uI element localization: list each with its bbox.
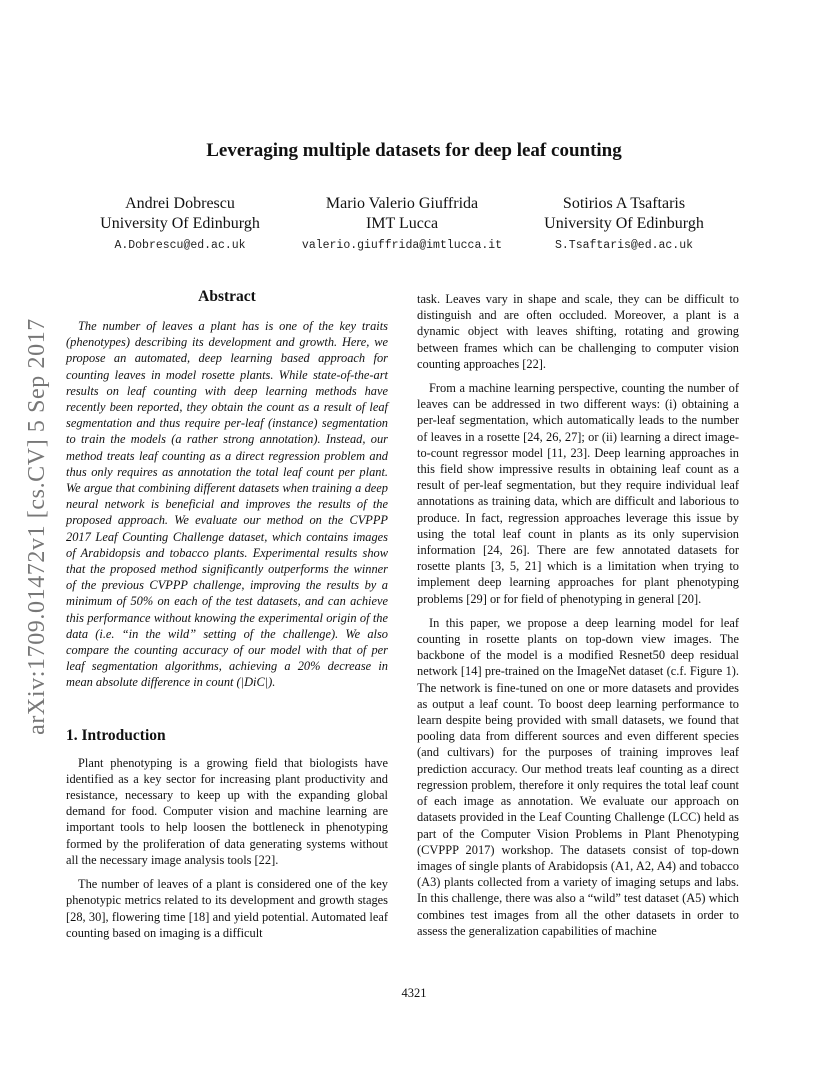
abstract-heading: Abstract xyxy=(198,288,256,305)
arxiv-stamp xyxy=(22,296,52,756)
author-email: valerio.giuffrida@imtlucca.it xyxy=(301,239,503,252)
author-block-2 xyxy=(272,194,532,252)
author-name: Andrei Dobrescu xyxy=(125,195,235,212)
author-name: Sotirios A Tsaftaris xyxy=(562,195,686,212)
author-name: Mario Valerio Giuffrida xyxy=(325,195,479,212)
arxiv-stamp-text: arXiv:1709.01472v1 [cs.CV] 5 Sep 2017 xyxy=(23,317,50,735)
paper-title: Leveraging multiple datasets for deep leaf counting xyxy=(206,140,622,161)
author-block-1 xyxy=(50,194,310,252)
body-paragraph: From a machine learning perspective, counting the number of leaves can be addressed in two different ways: (i) obtaining a per-leaf segmentation, which automatically leads to the number of leaves in a rosette [24, 26, 27]; or (ii) learning a direct image-to-count regressor model [11, 23]. Deep learning approaches in this field show impressive results in obtaining leaf count as a result of per-leaf segmentation, but they require individual leaf annotations as training data, which are difficult and laborious to produce. In fact, regression approaches leverage this issue by using the total leaf count in plants as its only supervision information [24, 26]. There are few annotated datasets for rosette plants [3, 5, 21] which is a limitation when trying to implement deep learning approaches for plant phenotyping problems [29] or for field of phenotyping in general [20]. xyxy=(417,381,739,606)
author-email: A.Dobrescu@ed.ac.uk xyxy=(114,239,246,252)
author-affiliation: IMT Lucca xyxy=(365,215,439,232)
right-column xyxy=(417,291,739,947)
left-column xyxy=(66,288,388,949)
body-paragraph: In this paper, we propose a deep learning model for leaf counting in rosette plants on top-down view images. The backbone of the model is a modified Resnet50 deep residual network [14] pre-trained on the ImageNet dataset (c.f. Figure 1). The network is fine-tuned on one or more datasets and provides as output a leaf count. To boost deep learning performance to learn despite being provided with small datasets, we found that pooling data from different sources and even different species (and cultivars) for the purposes of training improves leaf prediction accuracy. Our method treats leaf counting as a direct regression problem, therefore it only requires the total leaf count of each image as annotation. We evaluate our approach on datasets provided in the Leaf Counting Challenge (LCC) held as part of the Computer Vision Problems in Plant Phenotyping (CVPPP 2017) workshop. The datasets consist of top-down images of single plants of Arabidopsis (A1, A2, A4) and tobacco (A3) plants collected from a variety of imaging setups and labs. In this challenge, there was also a “wild” test dataset (A5) which combines test images from all the other datasets in order to assess the generalization capabilities of machine xyxy=(417,615,739,938)
body-paragraph: Plant phenotyping is a growing field that biologists have identified as a key sector for increasing plant productivity and resistance, necessary to keep up with the expanding global demand for food. Computer vision and machine learning are important tools to help loosen the bottleneck in phenotyping formed by the proliferation of data generating systems without all the necessary image analysis tools [22]. xyxy=(66,755,388,867)
body-paragraph: task. Leaves vary in shape and scale, they can be difficult to distinguish and are often occluded. Moreover, a plant is a dynamic object with leaves shifting, rotating and growing between frames which can be challenging to computer vision counting approaches [22]. xyxy=(417,292,739,371)
author-email: S.Tsaftaris@ed.ac.uk xyxy=(554,239,694,252)
page-number: 4321 xyxy=(401,986,427,1000)
body-paragraph: The number of leaves of a plant is considered one of the key phenotypic metrics related to its development and growth stages [28, 30], flowering time [18] and yield potential. Automated leaf counting based on imaging is a difficult xyxy=(66,877,388,940)
author-affiliation: University Of Edinburgh xyxy=(100,215,260,232)
author-affiliation: University Of Edinburgh xyxy=(544,215,704,232)
author-block-3 xyxy=(494,194,754,252)
introduction-heading: 1. Introduction xyxy=(66,726,166,744)
abstract-text: The number of leaves a plant has is one of the key traits (phenotypes) describing its development and growth. Here, we propose an automated, deep learning based approach for counting leaves in model rosette plants. While state-of-the-art results on leaf counting with deep learning methods have recently been reported, they obtain the count as a result of leaf segmentation and thus require per-leaf (instance) segmentation to train the models (a rather strong annotation). Instead, our method treats leaf counting as a direct regression problem and thus only requires as annotation the total leaf count per plant. We argue that combining different datasets when training a deep neural network is beneficial and improves the results of the proposed approach. We evaluate our method on the CVPPP 2017 Leaf Counting Challenge dataset, which contains images of Arabidopsis and tobacco plants. Experimental results show that the proposed method significantly outperforms the winner of the previous CVPPP challenge, improving the results by a minimum of 50% on each of the test datasets, and can achieve this performance without knowing the experimental origin of the data (i.e. “in the wild” setting of the challenge). We also compare the counting accuracy of our model with that of per leaf segmentation algorithms, achieving a 20% decrease in mean absolute difference in count (|DiC|). xyxy=(66,319,388,690)
